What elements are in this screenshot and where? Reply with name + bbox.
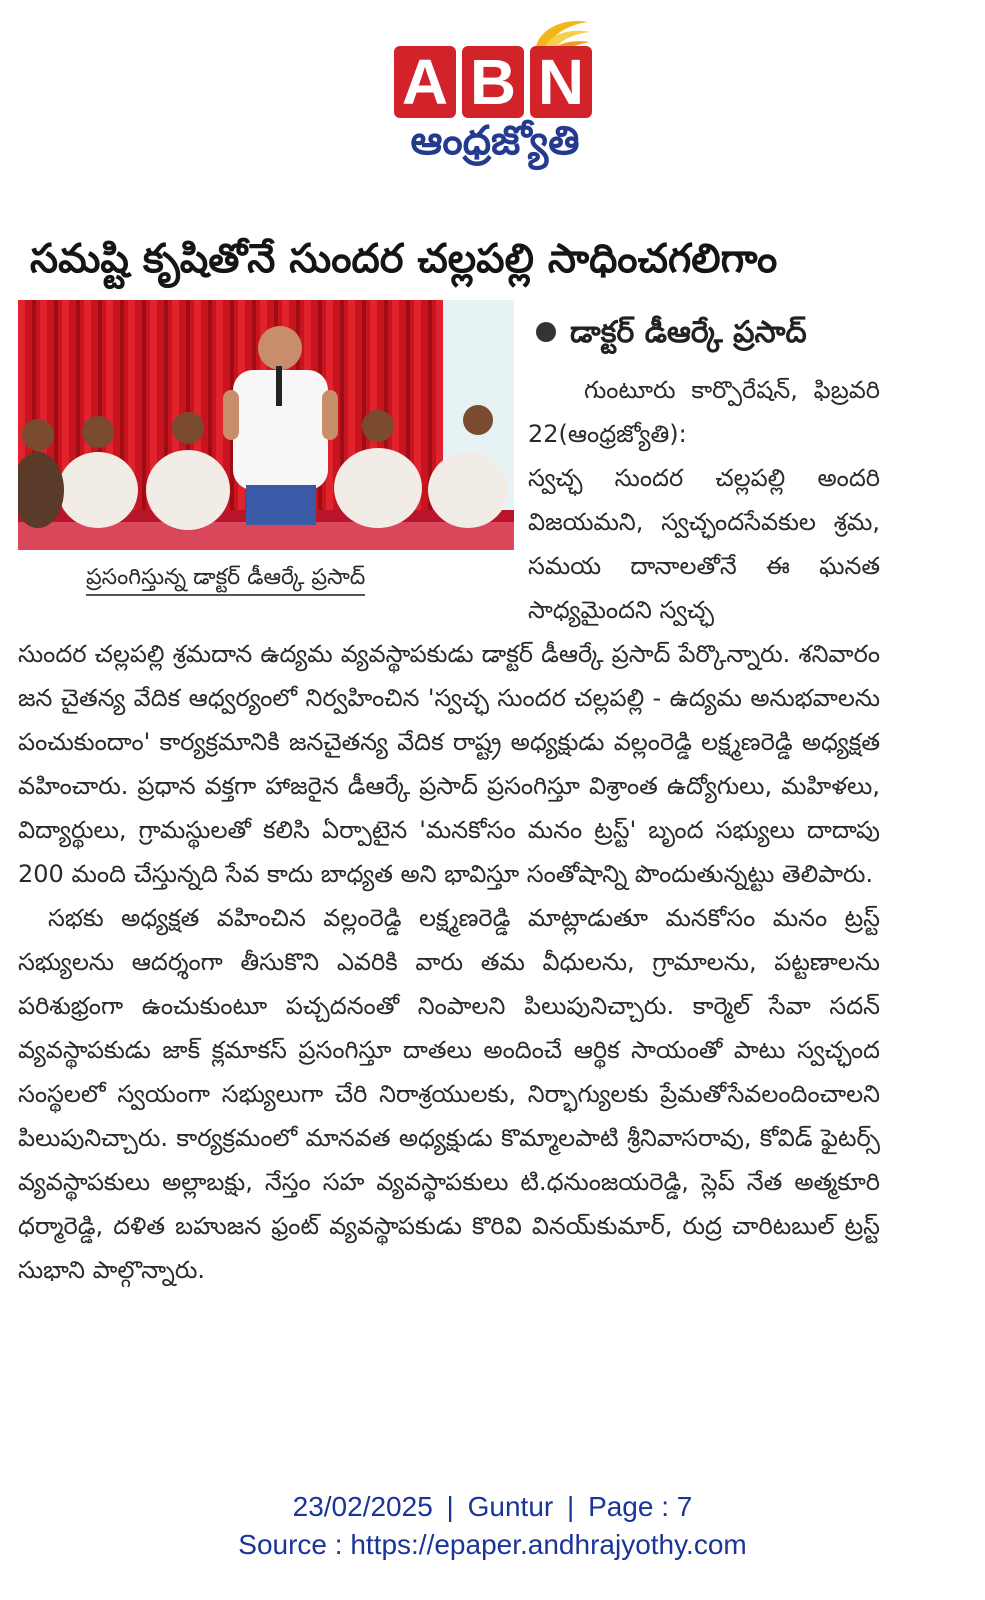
article-headline: సమష్టి కృషితోనే సుందర చల్లపల్లి సాధించగలిగాం <box>30 236 778 282</box>
footer-meta: 23/02/2025 | Guntur | Page : 7 <box>292 1491 693 1522</box>
source-footer <box>0 1488 985 1564</box>
bullet-icon <box>536 322 556 342</box>
photo-caption: ప్రసంగిస్తున్న డాక్టర్ డీఆర్కే ప్రసాద్ <box>86 563 365 596</box>
article-photo <box>18 300 514 550</box>
dateline: గుంటూరు కార్పొరేషన్, ఫిబ్రవరి 22(ఆంధ్రజ్యోతి): <box>528 376 880 448</box>
column-paragraph: స్వచ్ఛ సుందర చల్లపల్లి అందరి విజయమని, స్వచ్ఛందసేవకుల శ్రమ, సమయ దానాలతోనే ఈ ఘనత సాధ్యమైందని స్వచ్ఛ <box>528 464 880 624</box>
article-column-text <box>528 368 880 632</box>
footer-source-link[interactable]: Source : https://epaper.andhrajyothy.com <box>238 1529 747 1560</box>
subhead-text: డాక్టర్ డీఆర్కే ప్రసాద్ <box>570 315 807 350</box>
article-subhead <box>536 313 807 353</box>
abn-andhrajyothy-logo <box>394 10 594 170</box>
footer-date: 23/02/2025 <box>292 1491 433 1522</box>
abn-letter-blocks <box>394 46 592 118</box>
body-paragraph-1: సుందర చల్లపల్లి శ్రమదాన ఉద్యమ వ్యవస్థాపకుడు డాక్టర్ డీఆర్కే ప్రసాద్ పేర్కొన్నారు. శనివారం జన చైతన్య వేదిక ఆధ్వర్యంలో నిర్వహించిన 'స్వచ్ఛ సుందర చల్లపల్లి - ఉద్యమ అనుభవాలను పంచుకుందాం' కార్యక్రమానికి జనచైతన్య వేదిక రాష్ట్ర అధ్యక్షుడు వల్లంరెడ్డి లక్ష్మణరెడ్డి అధ్యక్షత వహించారు. ప్రధాన వక్తగా హాజరైన డీఆర్కే ప్రసాద్ ప్రసంగిస్తూ విశ్రాంత ఉద్యోగులు, మహిళలు, విద్యార్థులు, గ్రామస్థులతో కలిసి ఏర్పాటైన 'మనకోసం మనం ట్రస్ట్' బృంద సభ్యులు దాదాపు 200 మంది చేస్తున్నది సేవ కాదు బాధ్యత అని భావిస్తూ సంతోషాన్ని పొందుతున్నట్టు తెలిపారు. <box>18 640 880 888</box>
logo-letter-a: A <box>394 46 456 118</box>
body-paragraph-2: సభకు అధ్యక్షత వహించిన వల్లంరెడ్డి లక్ష్మణరెడ్డి మాట్లాడుతూ మనకోసం మనం ట్రస్ట్ సభ్యులను ఆదర్శంగా తీసుకొని ఎవరికి వారు తమ వీధులను, గ్రామాలను, పట్టణాలను పరిశుభ్రంగా ఉంచుకుంటూ పచ్చదనంతో నింపాలని పిలుపునిచ్చారు. కార్మెల్ సేవా సదన్ వ్యవస్థాపకుడు జాక్ క్లమాకస్ ప్రసంగిస్తూ దాతలు అందించే ఆర్థిక సాయంతో పాటు స్వచ్ఛంద సంస్థలలో స్వయంగా సభ్యులుగా చేరి నిరాశ్రయులకు, నిర్భాగ్యులకు ప్రేమతోసేవలందించాలని పిలుపునిచ్చారు. కార్యక్రమంలో మానవత అధ్యక్షుడు కొమ్మాలపాటి శ్రీనివాసరావు, కోవిడ్ ఫైటర్స్ వ్యవస్థాపకులు అల్లాబక్షు, నేస్తం సహ వ్యవస్థాపకులు టి.ధనుంజయరెడ్డి, స్లెప్ నేత అత్మకూరి ధర్మారెడ్డి, దళిత బహుజన ఫ్రంట్ వ్యవస్థాపకుడు కొరివి వినయ్‌కుమార్, రుద్ర చారిటబుల్ ట్రస్ట్ సుభాని పాల్గొన్నారు. <box>18 904 880 1284</box>
article-body <box>18 632 880 1292</box>
footer-city: Guntur <box>467 1491 554 1522</box>
logo-letter-n: N <box>530 46 592 118</box>
footer-page: Page : 7 <box>588 1491 693 1522</box>
logo-letter-b: B <box>462 46 524 118</box>
logo-wordmark: ఆంధ్రజ్యోతి <box>410 118 580 164</box>
stage-photo-illustration <box>18 300 514 550</box>
